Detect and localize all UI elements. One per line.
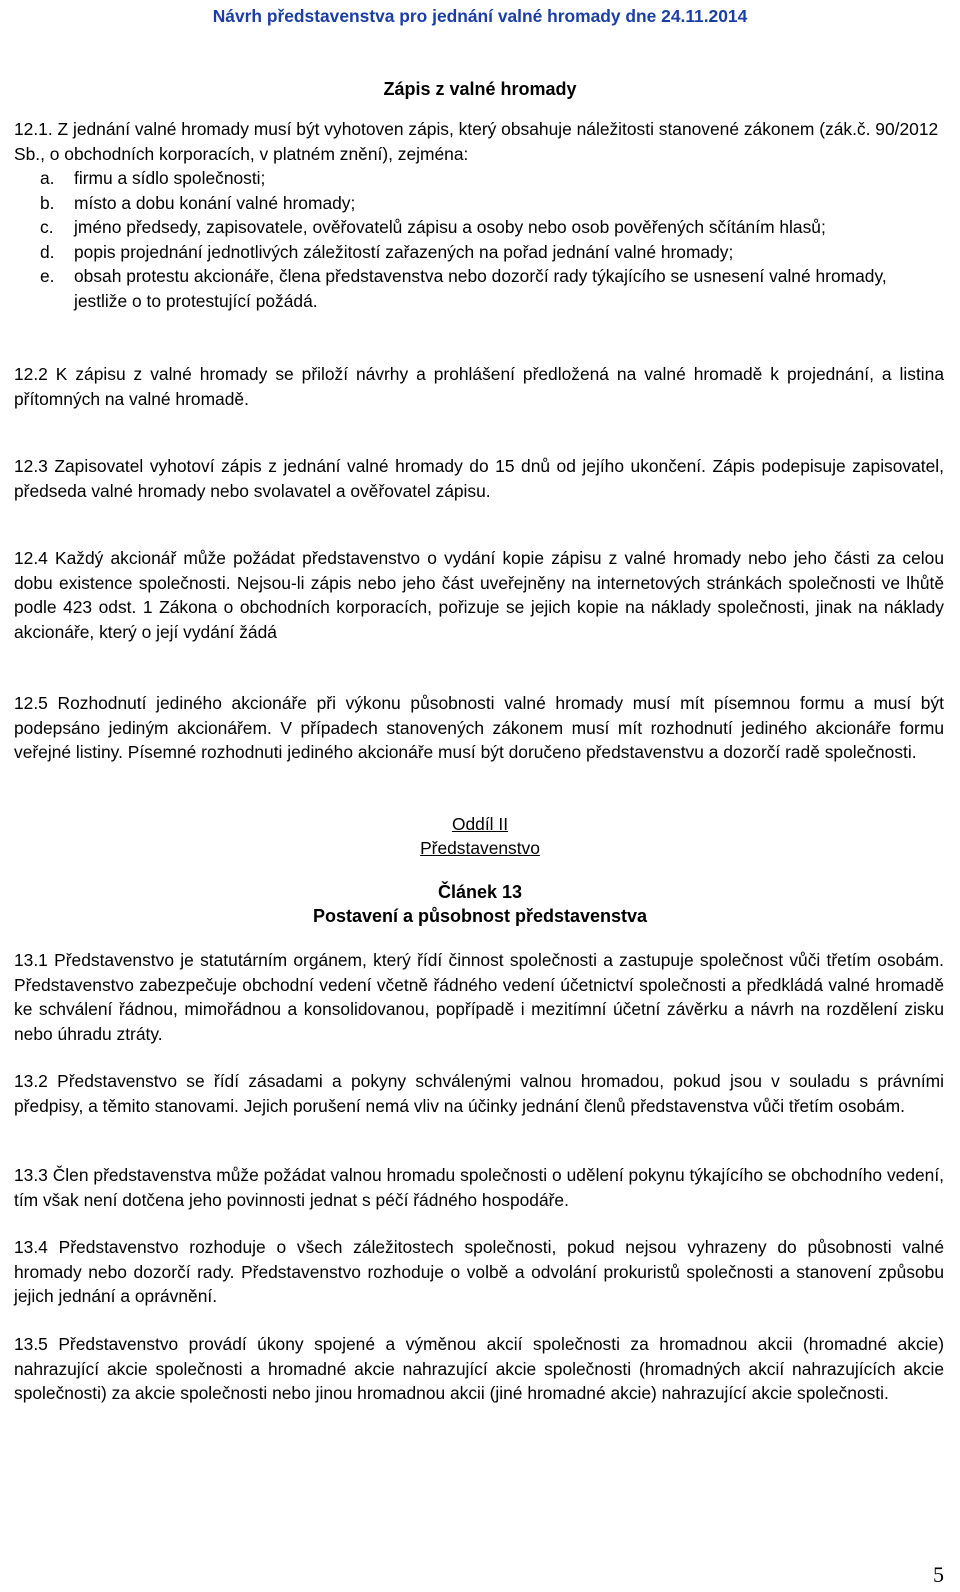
- list-marker: c.: [40, 217, 54, 237]
- document-header: Návrh představenstva pro jednání valné hromady dne 24.11.2014: [212, 6, 748, 26]
- list-marker: b.: [40, 192, 55, 213]
- list-item: [40, 191, 944, 216]
- list-item: [40, 166, 944, 191]
- paragraph-12-5: 12.5 Rozhodnutí jediného akcionáře při výkonu působnosti valné hromady musí mít písemnou formu a musí být podepsáno jediným akcionářem. V případech stanovených zákonem musí mít rozhodnutí jediného akcionáře formu veřejné listiny. Písemné rozhodnuti jediného akcionáře musí být doručeno představenstvu a dozorčí radě společnosti.: [14, 693, 944, 762]
- article-heading: [0, 880, 960, 928]
- list-item: [40, 264, 944, 313]
- list-item-text: obsah protestu akcionáře, člena představenstva nebo dozorčí rady týkajícího se usnesení valné hromady, jestliže o to protestující požádá.: [74, 266, 887, 311]
- paragraph-12-4: 12.4 Každý akcionář může požádat představenstvo o vydání kopie zápisu z valné hromady nebo jeho části za celou dobu existence společnosti. Nejsou-li zápis nebo jeho část uveřejněny na internetových stránkách společnosti ve lhůtě podle 423 odst. 1 Zákona o obchodních korporacích, pořizuje se jejich kopie na náklady společnosti, jinak na náklady akcionáře, který o její vydání žádá: [14, 548, 944, 642]
- article-title: Postavení a působnost představenstva: [312, 906, 648, 926]
- list-12-1: [40, 166, 944, 313]
- division-heading: [0, 812, 960, 860]
- list-marker: e.: [40, 266, 55, 286]
- page-number: 5: [933, 1562, 944, 1587]
- division-subtitle: Představenstvo: [420, 838, 540, 858]
- list-item: [40, 215, 944, 240]
- paragraph-13-3: 13.3 Člen představenstva může požádat valnou hromadu společnosti o udělení pokynu týkajícího se obchodního vedení, tím však není dotčena jeho povinnosti jednat s péčí řádného hospodáře.: [14, 1165, 944, 1210]
- list-item-text: firmu a sídlo společnosti;: [74, 168, 266, 188]
- paragraph-13-2: 13.2 Představenstvo se řídí zásadami a pokyny schválenými valnou hromadou, pokud jsou v souladu s právními předpisy, a těmito stanovami. Jejich porušení nemá vliv na účinky jednání členů představenstva vůči třetím osobám.: [14, 1071, 944, 1116]
- paragraph-13-5: 13.5 Představenstvo provádí úkony spojené a výměnou akcií společnosti za hromadnou akcii (hromadné akcie) nahrazující akcie společnosti a hromadné akcie nahrazující akcie společnosti (hromadných akcií nahrazujících akcie společnosti) za akcie společnosti nebo jinou hromadnou akcii (jiné hromadné akcie) nahrazující akcie společnosti.: [14, 1334, 944, 1403]
- paragraph-13-1: 13.1 Představenstvo je statutárním orgánem, který řídí činnost společnosti a zastupuje společnost vůči třetím osobám. Představenstvo zabezpečuje obchodní vedení včetně řádného vedení účetnictví společnosti a předkládá valné hromadě ke schválení řádnou, mimořádnou a konsolidovanou, popřípadě i mezitímní účetní závěrku a návrh na rozdělení zisku nebo úhradu ztráty.: [14, 950, 944, 1044]
- paragraph-13-4: 13.4 Představenstvo rozhoduje o všech záležitostech společnosti, pokud nejsou vyhrazeny do působnosti valné hromady nebo dozorčí rady. Představenstvo rozhoduje o volbě a odvolání prokuristů společnosti a stanovení způsobu jejich jednání a oprávnění.: [14, 1237, 944, 1306]
- section-title: Zápis z valné hromady: [383, 79, 577, 99]
- article-number: Článek 13: [437, 882, 523, 902]
- paragraph-12-1: 12.1. Z jednání valné hromady musí být vyhotoven zápis, který obsahuje náležitosti stanovené zákonem (zák.č. 90/2012 Sb., o obchodních korporacích, v platném znění), zejména:: [14, 119, 939, 164]
- division-name: Oddíl II: [451, 814, 509, 834]
- list-item-text: popis projednání jednotlivých záležitostí zařazených na pořad jednání valné hromady;: [74, 241, 734, 262]
- paragraph-12-2: 12.2 K zápisu z valné hromady se přiloží návrhy a prohlášení předložená na valné hromadě k projednání, a listina přítomných na valné hromadě.: [14, 364, 944, 409]
- list-item-text: jméno předsedy, zapisovatele, ověřovatelů zápisu a osoby nebo osob pověřených sčítáním hlasů;: [74, 217, 826, 237]
- list-item: [40, 240, 944, 265]
- paragraph-12-3: 12.3 Zapisovatel vyhotoví zápis z jednání valné hromady do 15 dnů od jejího ukončení. Zápis podepisuje zapisovatel, předseda valné hromady nebo svolavatel a ověřovatel zápisu.: [14, 456, 944, 501]
- list-marker: a.: [40, 168, 55, 188]
- list-marker: d.: [40, 241, 55, 262]
- list-item-text: místo a dobu konání valné hromady;: [74, 192, 356, 213]
